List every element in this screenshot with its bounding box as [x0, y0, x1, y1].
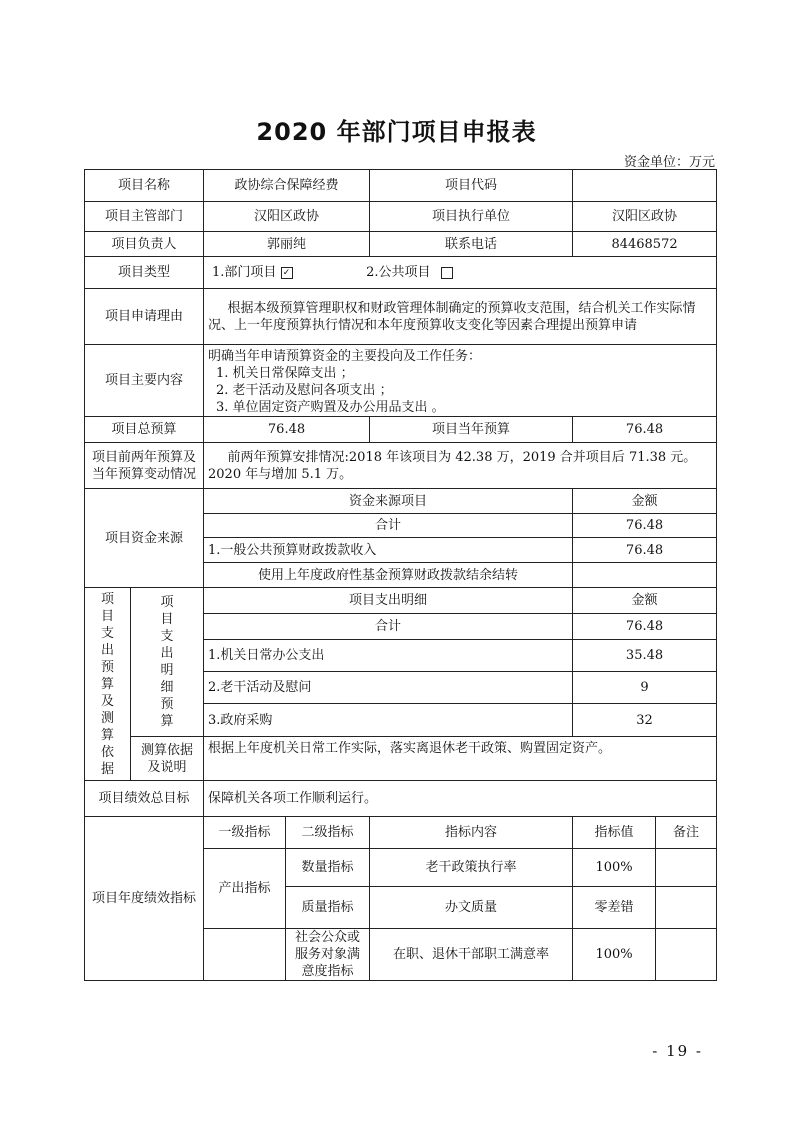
main-content-item: 2. 老干活动及慰问各项支出 ； [216, 383, 393, 398]
indicator-content: 在职、退休干部职工满意率 [370, 929, 573, 981]
checked-box-icon[interactable]: ✓ [281, 267, 293, 279]
indicator-content: 办文质量 [370, 887, 573, 929]
row-budget-change [85, 443, 717, 489]
year-budget-value: 76.48 [573, 417, 717, 443]
type-option-public [366, 265, 453, 280]
row-indicator-header [85, 817, 717, 849]
performance-goal-text: 保障机关各项工作顺利运行。 [204, 781, 717, 817]
expense-inner-text: 项目支出明细预算 [160, 595, 174, 729]
dept-label: 项目主管部门 [85, 202, 204, 232]
row-project-type [85, 257, 717, 289]
indicator-col-value: 指标值 [573, 817, 656, 849]
project-application-form [84, 169, 717, 981]
page-title: 2020 年部门项目申报表 [256, 118, 537, 146]
funding-item-value: 76.48 [573, 538, 717, 563]
expense-item-label: 1.机关日常办公支出 [204, 640, 573, 672]
expense-outer-label [85, 588, 131, 781]
type-option-dept [208, 264, 362, 281]
funding-item-label: 使用上年度政府性基金预算财政拨款结余结转 [204, 563, 573, 588]
leader-label: 项目负责人 [85, 232, 204, 257]
project-code-label: 项目代码 [370, 170, 573, 202]
type-option-public-label: 2.公共项目 [366, 265, 431, 280]
main-content-item: 1. 机关日常保障支出 ； [216, 366, 354, 381]
indicator-label: 项目年度绩效指标 [85, 817, 204, 981]
expense-inner-label [131, 588, 204, 737]
expense-item-value: 32 [573, 704, 717, 737]
indicator-note [656, 887, 717, 929]
row-reason [85, 289, 717, 345]
row-expense-header [85, 588, 717, 614]
indicator-note [656, 849, 717, 887]
funding-item-value [573, 563, 717, 588]
project-code-value [573, 170, 717, 202]
phone-value: 84468572 [573, 232, 717, 257]
indicator-level2: 社会公众或服务对象满意度指标 [286, 929, 370, 981]
funding-total-label: 合计 [204, 514, 573, 538]
expense-item-label: 3.政府采购 [204, 704, 573, 737]
row-funding-header [85, 489, 717, 514]
performance-goal-label: 项目绩效总目标 [85, 781, 204, 817]
indicator-value: 100% [573, 849, 656, 887]
type-option-dept-label: 1.部门项目 [212, 265, 277, 280]
indicator-level2: 质量指标 [286, 887, 370, 929]
project-name-label: 项目名称 [85, 170, 204, 202]
expense-basis-text: 根据上年度机关日常工作实际，落实离退休老干政策、购置固定资产。 [204, 737, 717, 781]
project-type-label: 项目类型 [85, 257, 204, 289]
unchecked-box-icon[interactable] [441, 267, 453, 279]
indicator-col-level2: 二级指标 [286, 817, 370, 849]
expense-item-value: 35.48 [573, 640, 717, 672]
indicator-col-level1: 一级指标 [204, 817, 286, 849]
row-performance-goal [85, 781, 717, 817]
indicator-level1-empty [204, 929, 286, 981]
total-budget-label: 项目总预算 [85, 417, 204, 443]
row-leader [85, 232, 717, 257]
funding-item-label: 1.一般公共预算财政拨款收入 [204, 538, 573, 563]
main-content-text [204, 345, 717, 417]
leader-value: 郭丽纯 [204, 232, 370, 257]
expense-total-label: 合计 [204, 614, 573, 640]
indicator-col-content: 指标内容 [370, 817, 573, 849]
budget-change-label: 项目前两年预算及当年预算变动情况 [85, 443, 204, 489]
row-project-name [85, 170, 717, 202]
currency-unit: 资金单位：万元 [623, 155, 715, 170]
phone-label: 联系电话 [370, 232, 573, 257]
row-expense-basis [85, 737, 717, 781]
year-budget-label: 项目当年预算 [370, 417, 573, 443]
expense-total-value: 76.48 [573, 614, 717, 640]
main-content-intro: 明确当年申请预算资金的主要投向及工作任务： [208, 349, 482, 364]
funding-col-amount: 金额 [573, 489, 717, 514]
expense-col-detail: 项目支出明细 [204, 588, 573, 614]
funding-total-value: 76.48 [573, 514, 717, 538]
indicator-note [656, 929, 717, 981]
row-main-content [85, 345, 717, 417]
expense-col-amount: 金额 [573, 588, 717, 614]
indicator-content: 老干政策执行率 [370, 849, 573, 887]
indicator-col-note: 备注 [656, 817, 717, 849]
dept-value: 汉阳区政协 [204, 202, 370, 232]
page-number: - 19 - [652, 1042, 703, 1060]
indicator-value: 零差错 [573, 887, 656, 929]
main-content-item: 3. 单位固定资产购置及办公用品支出 。 [216, 400, 445, 415]
exec-unit-label: 项目执行单位 [370, 202, 573, 232]
budget-change-text: 前两年预算安排情况:2018 年该项目为 42.38 万，2019 合并项目后 71.38 元。2020 年与增加 5.1 万。 [204, 443, 717, 489]
indicator-level2: 数量指标 [286, 849, 370, 887]
main-content-label: 项目主要内容 [85, 345, 204, 417]
funding-col-source: 资金来源项目 [204, 489, 573, 514]
funding-label: 项目资金来源 [85, 489, 204, 588]
exec-unit-value: 汉阳区政协 [573, 202, 717, 232]
total-budget-value: 76.48 [204, 417, 370, 443]
row-department [85, 202, 717, 232]
expense-basis-label: 测算依据及说明 [131, 737, 204, 781]
expense-item-label: 2.老干活动及慰问 [204, 672, 573, 704]
expense-item-value: 9 [573, 672, 717, 704]
reason-text: 根据本级预算管理职权和财政管理体制确定的预算收支范围，结合机关工作实际情况、上一年度预算执行情况和本年度预算收支变化等因素合理提出预算申请 [204, 289, 717, 345]
project-name-value: 政协综合保障经费 [204, 170, 370, 202]
indicator-level1: 产出指标 [204, 849, 286, 929]
project-type-options [204, 257, 717, 289]
row-budget [85, 417, 717, 443]
indicator-value: 100% [573, 929, 656, 981]
expense-outer-text: 项目支出预算及测算依据 [100, 591, 114, 777]
reason-label: 项目申请理由 [85, 289, 204, 345]
